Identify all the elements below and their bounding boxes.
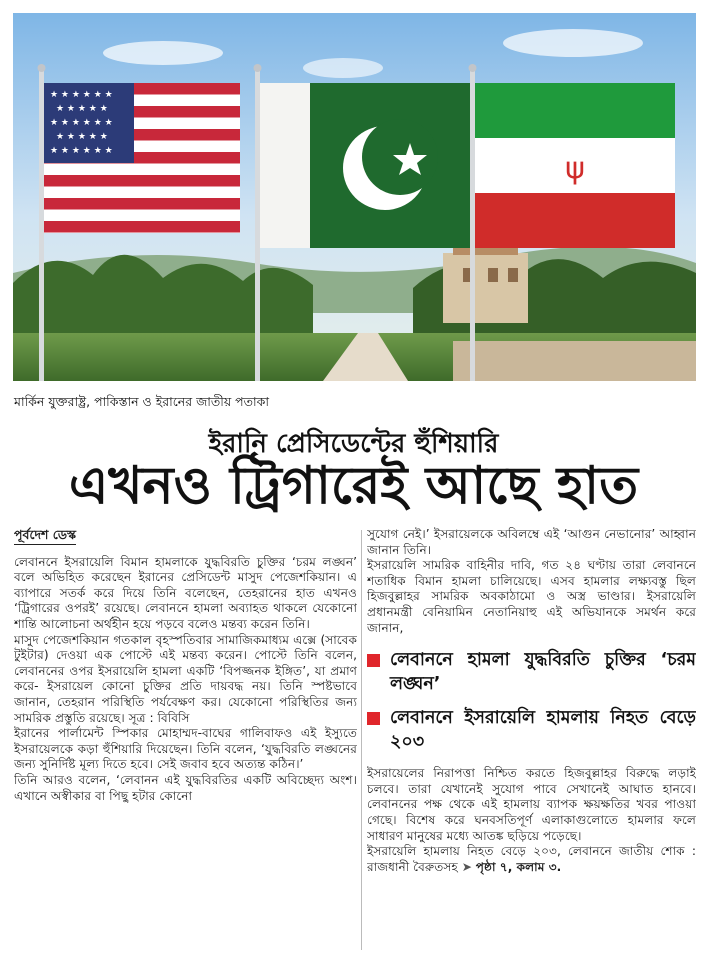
- article-right-column: [367, 527, 696, 957]
- main-headline: এখনও ট্রিগারেই আছে হাত: [68, 456, 639, 516]
- kicker-headline: ইরানি প্রেসিডেন্টের হুঁশিয়ারি: [208, 429, 499, 459]
- svg-text:★ ★ ★ ★ ★ ★: ★ ★ ★ ★ ★ ★: [50, 90, 113, 100]
- paragraph: লেবাননে ইসরায়েলি বিমান হামলাকে যুদ্ধবিরতি চুক্তির ‘চরম লঙ্ঘন’ বলে অভিহিত করেছেন ইরানের প্রেসিডেন্ট মাসুদ পেজেশকিয়ান। এ ব্যাপারে সতর্ক করে দিয়ে তিনি বলেছেন, তেহরানের হাত এখনও ‘ট্রিগারের ওপরই’ রয়েছে। লেবাননে হামলা অব্যাহত থাকলে যেকোনো শান্তি আলোচনা অর্থহীন হয়ে পড়বে বলেও মন্তব্য করেন তিনি।: [14, 554, 357, 631]
- paragraph: ইসরায়েলের নিরাপত্তা নিশ্চিত করতে হিজবুল্লাহর বিরুদ্ধে লড়াই চলবে। তারা যেখানেই সুযোগ পাবে সেখানেই আঘাত হানবে। লেবাননের পক্ষ থেকে এই হামলায় ব্যাপক ক্ষয়ক্ষতির খবর পাওয়া গেছে। বিশেষ করে ঘনবসতিপূর্ণ এলাকাগুলোতে হামলার ফলে সাধারণ মানুষের মধ্যে আতঙ্ক ছড়িয়ে পড়েছে।: [367, 766, 696, 843]
- paragraph: ইরানের পার্লামেন্ট স্পিকার মোহাম্মদ-বাঘের গালিবাফও এই ইস্যুতে ইসরায়েলকে কড়া হুঁশিয়ারি দিয়েছেন। তিনি বলেন, ‘যুদ্ধবিরতি লঙ্ঘনের জন্য সুনির্দিষ্ট মূল্য দিতে হবে। সেই জবাব হবে অত্যন্ত কঠিন।’: [14, 726, 357, 772]
- photo-caption: মার্কিন যুক্তরাষ্ট্র, পাকিস্তান ও ইরানের জাতীয় পতাকা: [14, 394, 270, 409]
- usa-flag: [44, 83, 240, 233]
- highlight-text: লেবাননে ইসরায়েলি হামলায় নিহত বেড়ে ২০৩: [390, 708, 696, 753]
- article-left-column: [14, 527, 357, 957]
- paragraph: মাসুদ পেজেশকিয়ান গতকাল বৃহস্পতিবার সামাজিকমাধ্যম এক্সে (সাবেক টুইটার) দেওয়া এক পোস্টে এই মন্তব্য করেন। পোস্টে তিনি বলেন, লেবাননের ওপর ইসরায়েলি হামলা একটি ‘বিপজ্জনক ইঙ্গিত’, যা প্রমাণ করে- ইসরায়েল কোনো চুক্তির প্রতি দায়বদ্ধ নয়। তিনি স্পষ্টভাবে জানান, তেহরান পরিস্থিতি পর্যবেক্ষণ কর। যেকোনো পরিস্থিতির জন্য সামরিক প্রস্তুতি রয়েছে। সূত্র : বিবিসি: [14, 632, 357, 725]
- svg-text:★ ★ ★ ★ ★: ★ ★ ★ ★ ★: [56, 132, 108, 142]
- byline: পূর্বদেশ ডেস্ক: [14, 527, 76, 545]
- paragraph-with-jump: [367, 844, 696, 875]
- pakistan-flag: [260, 83, 470, 248]
- column-divider: [361, 530, 362, 950]
- highlight-item: [367, 648, 696, 696]
- jump-reference: পৃষ্ঠা ৭, কলাম ৩.: [475, 859, 562, 874]
- svg-text:ψ: ψ: [565, 151, 585, 186]
- highlight-text: লেবাননে হামলা যুদ্ধবিরতি চুক্তির ‘চরম লঙ্ঘন’: [390, 650, 696, 695]
- highlights-box: [367, 648, 696, 754]
- paragraph: তিনি আরও বলেন, ‘লেবানন এই যুদ্ধবিরতির একটি অবিচ্ছেদ্য অংশ। এখানে অস্বীকার বা পিছু হটার কোনো: [14, 772, 357, 803]
- svg-text:★ ★ ★ ★ ★ ★: ★ ★ ★ ★ ★ ★: [50, 146, 113, 156]
- paragraph: সুযোগ নেই।’ ইসরায়েলকে অবিলম্বে এই ‘আগুন নেভানোর’ আহ্বান জানান তিনি।: [367, 527, 696, 557]
- svg-text:★ ★ ★ ★ ★ ★: ★ ★ ★ ★ ★ ★: [50, 118, 113, 128]
- highlight-item: [367, 706, 696, 754]
- flags-photo-illustration: [13, 13, 696, 381]
- paragraph: ইসরায়েলি সামরিক বাহিনীর দাবি, গত ২৪ ঘণ্টায় তারা লেবাননে শতাধিক বিমান হামলা চালিয়েছে। এসব হামলার লক্ষ্যবস্তু ছিল হিজবুল্লাহর সামরিক অবকাঠামো ও অস্ত্র ভাণ্ডার। ইসরায়েলি প্রধানমন্ত্রী বেনিয়ামিন নেতানিয়াহু এই অভিযানকে সমর্থন করে জানান,: [367, 558, 696, 635]
- flags-photo: [13, 13, 696, 381]
- red-square-bullet-icon: [367, 654, 380, 667]
- red-square-bullet-icon: [367, 712, 380, 725]
- jump-arrow-icon: ➤: [461, 859, 472, 874]
- svg-text:★ ★ ★ ★ ★: ★ ★ ★ ★ ★: [56, 104, 108, 114]
- iran-flag: [475, 83, 675, 248]
- paragraph-text: ইসরায়েলি হামলায় নিহত বেড়ে ২০৩, লেবাননে জাতীয় শোক : রাজধানী বৈরুতসহ: [367, 844, 696, 874]
